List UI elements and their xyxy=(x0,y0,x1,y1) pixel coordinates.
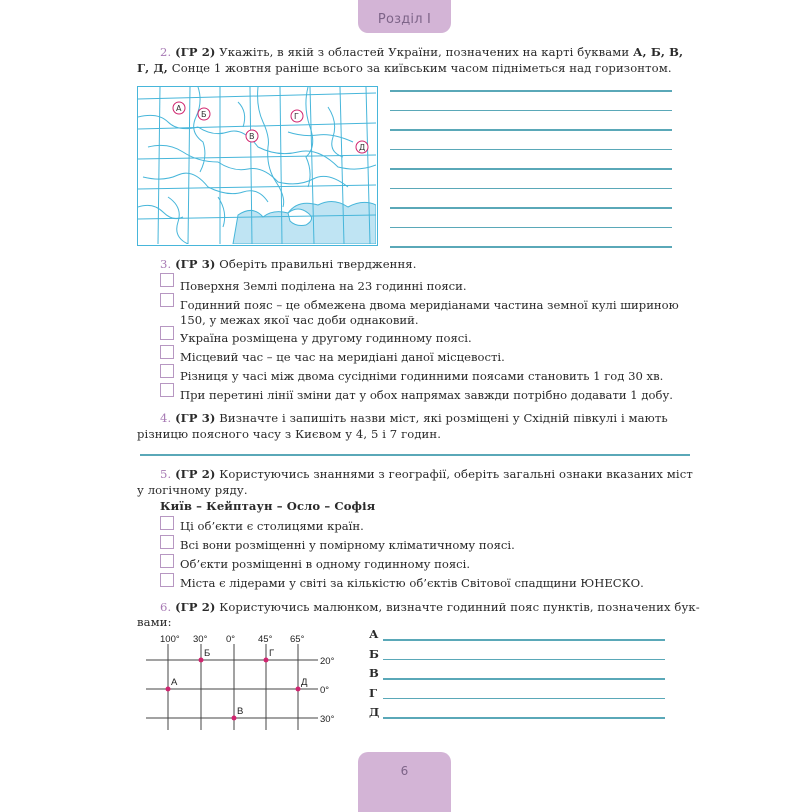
grid-point-label: А xyxy=(171,677,178,688)
question-level: (ГР 2) xyxy=(175,600,216,614)
ukraine-outline-map xyxy=(137,86,378,246)
question-text: Користуючись знаннями з географії, оберіть загальні ознаки вказаних міст xyxy=(219,467,693,481)
question-3-title xyxy=(160,256,417,272)
coordinate-grid-diagram xyxy=(140,630,350,730)
q3-option-2-text: Годинний пояс – це обмежена двома меридіанами частина земної кулі шириною xyxy=(180,298,679,312)
question-text: Оберіть правильні твердження. xyxy=(219,257,417,271)
question-2-line2 xyxy=(137,60,697,76)
grid-point-marker xyxy=(199,658,204,663)
q5-option-4-checkbox[interactable] xyxy=(160,573,174,587)
q3-option-3-checkbox[interactable] xyxy=(160,326,174,340)
q5-option-3-text: Об’єкти розміщенні в одному годинному поясі. xyxy=(180,557,471,571)
q2-answer-line[interactable] xyxy=(390,246,672,248)
question-5-line1 xyxy=(160,466,693,482)
map-graphic xyxy=(138,87,376,244)
q6-answer-letter: Б xyxy=(369,646,379,661)
question-number: 2. xyxy=(160,45,172,59)
question-number: 3. xyxy=(160,257,172,271)
question-text: Визначте і запишіть назви міст, які розміщені у Східній півкулі і мають xyxy=(219,411,668,425)
grid-point-label: Б xyxy=(204,648,211,659)
question-text: Укажіть, в якій з областей України, позначених на карті буквами xyxy=(219,45,630,59)
question-6-line1 xyxy=(160,599,700,615)
q5-option-4-text: Міста є лідерами у світі за кількістю об’єктів Світової спадщини ЮНЕСКО. xyxy=(180,576,644,590)
q6-answer-line[interactable] xyxy=(383,659,665,661)
map-marker-d xyxy=(356,141,368,153)
meridian-label: 0° xyxy=(226,634,236,645)
grid-point-marker xyxy=(296,687,301,692)
q3-option-2-text-cont: 150, у межах якої час доби однаковий. xyxy=(180,313,419,327)
q6-answer-letter: В xyxy=(369,666,379,680)
q3-option-5-checkbox[interactable] xyxy=(160,364,174,378)
q3-option-2-checkbox[interactable] xyxy=(160,293,174,307)
svg-text:Б: Б xyxy=(201,110,207,119)
q2-answer-line[interactable] xyxy=(390,227,672,229)
parallel-label: 0° xyxy=(320,685,330,696)
q6-answer-line[interactable] xyxy=(383,698,665,700)
question-4-line1 xyxy=(160,410,668,426)
question-number: 4. xyxy=(160,411,172,425)
q5-option-1-checkbox[interactable] xyxy=(160,516,174,530)
question-level: (ГР 3) xyxy=(175,257,216,271)
parallel-label: 30° xyxy=(320,714,335,725)
svg-text:А: А xyxy=(176,104,182,113)
question-6-line2: вами: xyxy=(137,615,172,629)
question-text: Сонце 1 жовтня раніше всього за київським часом підніметься над горизонтом. xyxy=(171,61,672,75)
q6-answer-letter: А xyxy=(369,627,379,641)
q6-answer-line[interactable] xyxy=(383,678,665,680)
q6-answer-line[interactable] xyxy=(383,717,665,719)
q5-option-1-text: Ці об’єкти є столицями країн. xyxy=(180,519,364,533)
q5-option-2-text: Всі вони розміщенні у помірному кліматичному поясі. xyxy=(180,538,515,552)
question-5-line2: у логічному ряду. xyxy=(137,483,248,497)
q3-option-4-checkbox[interactable] xyxy=(160,345,174,359)
question-number: 6. xyxy=(160,600,172,614)
meridian-label: 30° xyxy=(193,634,208,645)
q3-option-6-text: При перетині лінії зміни дат у обох напрямах завжди потрібно додавати 1 добу. xyxy=(180,388,673,402)
question-5-series: Київ – Кейптаун – Осло – Софія xyxy=(160,499,376,513)
grid-point-marker xyxy=(264,658,269,663)
grid-point-marker xyxy=(232,716,237,721)
meridian-label: 65° xyxy=(290,634,305,645)
q2-answer-line[interactable] xyxy=(390,207,672,209)
map-marker-v xyxy=(246,130,258,142)
svg-text:Г: Г xyxy=(294,112,299,121)
section-tab xyxy=(358,0,451,33)
question-text: Користуючись малюнком, визначте годинний пояс пунктів, позначених бук- xyxy=(219,600,700,614)
q2-answer-line[interactable] xyxy=(390,110,672,112)
q2-answer-line[interactable] xyxy=(390,129,672,131)
svg-text:Д: Д xyxy=(359,143,366,152)
q2-answer-line[interactable] xyxy=(390,188,672,190)
page-number-tab xyxy=(358,752,451,812)
q2-answer-line[interactable] xyxy=(390,90,672,92)
grid-point-label: Д xyxy=(301,677,308,688)
question-level: (ГР 2) xyxy=(175,45,216,59)
question-letters: А, Б, В, xyxy=(633,45,684,59)
q6-answer-letter: Г xyxy=(369,685,378,700)
q4-answer-line[interactable] xyxy=(140,454,690,456)
q6-answer-line[interactable] xyxy=(383,639,665,641)
meridian-label: 100° xyxy=(160,634,180,645)
q2-answer-line[interactable] xyxy=(390,149,672,151)
question-number: 5. xyxy=(160,467,172,481)
q3-option-6-checkbox[interactable] xyxy=(160,383,174,397)
grid-point-label: В xyxy=(237,706,244,717)
q5-option-2-checkbox[interactable] xyxy=(160,535,174,549)
meridian-label: 45° xyxy=(258,634,273,645)
q2-answer-line[interactable] xyxy=(390,168,672,170)
grid-point-label: Г xyxy=(269,648,275,659)
map-marker-g xyxy=(291,110,303,122)
parallel-label: 20° xyxy=(320,656,335,667)
map-marker-b xyxy=(198,108,210,120)
section-tab-label: Розділ І xyxy=(377,12,432,27)
grid-point-marker xyxy=(166,687,171,692)
svg-text:В: В xyxy=(249,132,255,141)
q3-option-3-text: Україна розміщена у другому годинному поясі. xyxy=(180,331,472,345)
question-letters: Г, Д, xyxy=(137,61,168,75)
map-marker-a xyxy=(173,102,185,114)
question-level: (ГР 3) xyxy=(175,411,216,425)
question-4-line2: різницю поясного часу з Києвом у 4, 5 і 7 годин. xyxy=(137,427,441,441)
q3-option-5-text: Різниця у часі між двома сусідніми годинними поясами становить 1 год 30 хв. xyxy=(180,369,664,383)
page-number: 6 xyxy=(400,764,409,778)
question-2-line1 xyxy=(160,44,690,60)
q3-option-1-text: Поверхня Землі поділена на 23 годинні пояси. xyxy=(180,279,467,293)
q5-option-3-checkbox[interactable] xyxy=(160,554,174,568)
question-level: (ГР 2) xyxy=(175,467,216,481)
q3-option-4-text: Місцевий час – це час на меридіані даної місцевості. xyxy=(180,350,505,364)
q6-answer-letter: Д xyxy=(369,705,380,719)
q3-option-1-checkbox[interactable] xyxy=(160,273,174,287)
